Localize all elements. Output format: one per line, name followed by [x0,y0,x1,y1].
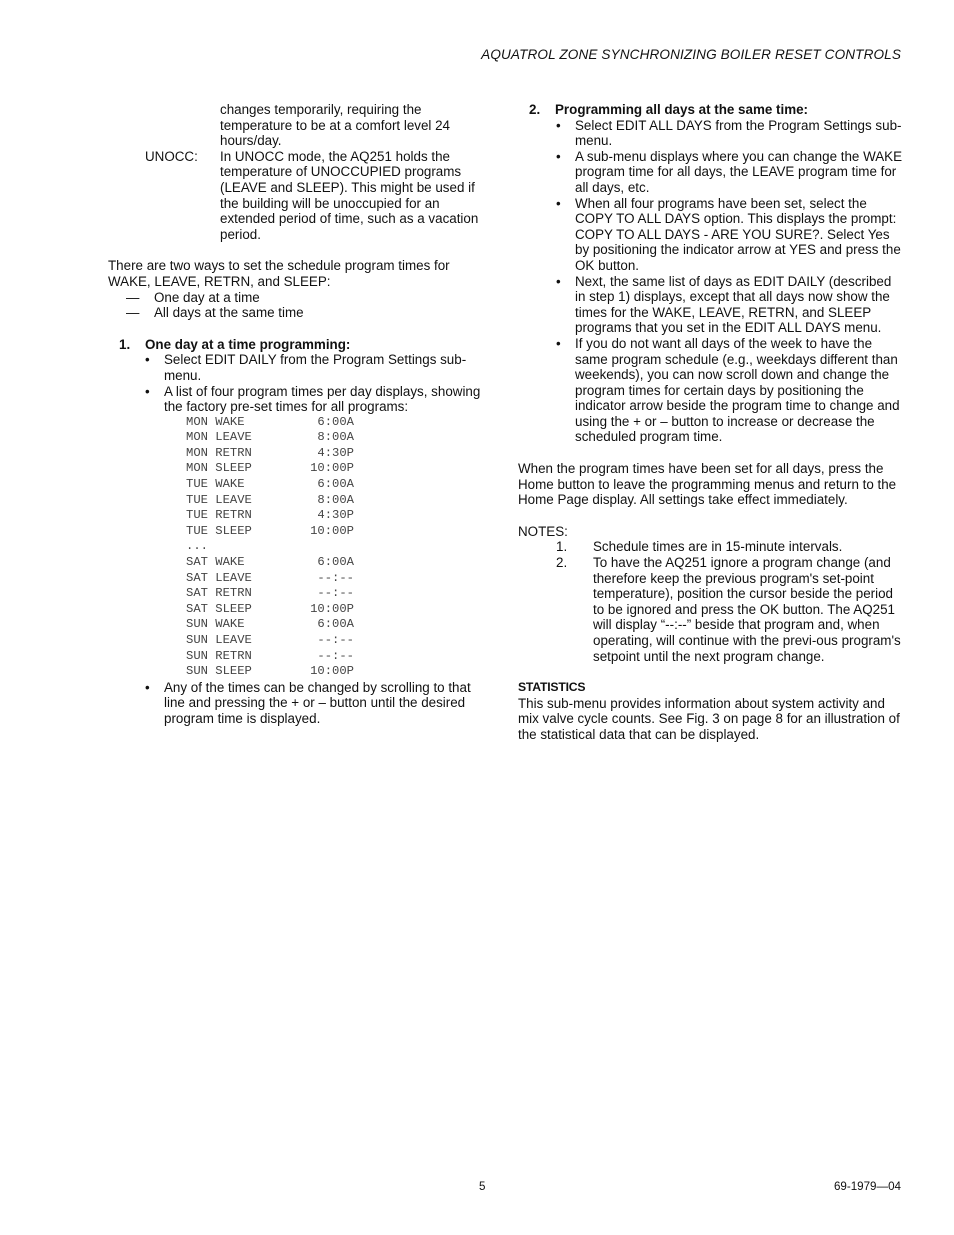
schedule-row [186,477,488,493]
page-number: 5 [479,1180,486,1193]
schedule-time: 8:00A [317,430,354,445]
schedule-program: SAT WAKE [186,555,245,570]
statistics-heading: STATISTICS [518,680,586,695]
step-2-list [518,118,902,445]
schedule-time: 4:30P [317,445,354,460]
schedule-time: --:-- [317,648,354,663]
schedule-time: 8:00A [317,492,354,507]
schedule-row [186,415,488,431]
step-2-bullet: • If you do not want all days of the week to have the same program schedule (e.g., weekdays different than weekends), you can now scroll down and change the program times for certain days by positioning the indicator arrow beside the program time to change and using the + or – button to increase or decrease the scheduled program time. [556,335,900,445]
continued-definition [108,102,488,149]
schedule-row [186,446,488,462]
step-2-bullet: • A sub-menu displays where you can change the WAKE program time for all days, the LEAVE program time for all days, etc. [556,148,903,195]
note-item: 1. Schedule times are in 15-minute intervals. [556,539,843,555]
schedule-program: SAT LEAVE [186,570,252,585]
schedule-row [186,430,488,446]
schedule-program: SUN WAKE [186,617,245,632]
continued-text: changes temporarily, requiring the temperature to be at a comfort level 24 hours/day. [220,102,450,149]
home-paragraph: When the program times have been set for all days, press the Home button to leave the programming menus and return to the Home Page display. All settings take effect immediately. [518,461,897,508]
schedule-program: MON WAKE [186,414,245,429]
running-header: AQUATROL ZONE SYNCHRONIZING BOILER RESET CONTROLS [481,47,901,62]
schedule-program: TUE RETRN [186,508,252,523]
unocc-definition [108,149,488,243]
schedule-row [186,649,488,665]
intro-paragraph: There are two ways to set the schedule program times for WAKE, LEAVE, RETRN, and SLEEP: [108,258,450,289]
schedule-row [186,617,488,633]
step-2-bullet: • Next, the same list of days as EDIT DAILY (described in step 1) displays, except that all days now show the times for the WAKE, LEAVE, RETRN, and SLEEP programs that you set in the EDIT ALL DAYS menu. [556,273,892,336]
schedule-row [186,586,488,602]
schedule-program: MON SLEEP [186,461,252,476]
schedule-row [186,524,488,540]
dash-item: — All days at the same time [126,305,304,321]
step-2-bullet: • Select EDIT ALL DAYS from the Program Settings sub-menu. [556,117,902,149]
schedule-program: TUE LEAVE [186,492,252,507]
schedule-time: 10:00P [310,523,354,538]
schedule-time: 4:30P [317,508,354,523]
right-column [518,102,902,743]
schedule-program: SUN RETRN [186,648,252,663]
schedule-program: ... [186,539,208,554]
schedule-time: 10:00P [310,461,354,476]
step-1-bullet: • Select EDIT DAILY from the Program Settings sub-menu. [145,352,467,383]
schedule-time: 10:00P [310,664,354,679]
schedule-row [186,664,488,680]
schedule-time: 6:00A [317,477,354,492]
schedule-program: SAT SLEEP [186,601,252,616]
unocc-text: In UNOCC mode, the AQ251 holds the temperature of UNOCCUPIED programs (LEAVE and SLEEP). This might be used if the building will be unoccupied for an extended period of time, such as a vacation period. [220,148,479,242]
notes-label: NOTES: [518,523,568,539]
schedule-time [280,539,354,555]
document-number: 69-1979—04 [833,1180,901,1193]
schedule-program: SUN SLEEP [186,664,252,679]
schedule-time: --:-- [317,633,354,647]
schedule-program: SUN LEAVE [186,633,252,647]
notes-list [518,539,902,664]
schedule-row [186,571,488,587]
dash-item: — One day at a time [126,289,260,305]
step-1-bullet: • Any of the times can be changed by scrolling to that line and pressing the + or – button until the desired program time is displayed. [145,679,471,726]
left-column [108,102,488,727]
schedule-row [186,508,488,524]
schedule-row [186,539,488,555]
schedule-row [186,461,488,477]
step-1-bullet: • A list of four program times per day displays, showing the factory pre-set times for all programs: [145,383,481,415]
step-2-bullet: • When all four programs have been set, select the COPY TO ALL DAYS option. This displays the prompt: COPY TO ALL DAYS - ARE YOU SURE?. Select Yes by positioning the indicator arrow at YES and press the OK button. [556,195,901,273]
schedule-time: --:-- [317,570,354,585]
step-2-heading: 2. Programming all days at the same time: [529,102,809,117]
schedule-row [186,555,488,571]
note-item: 2. To have the AQ251 ignore a program change (and therefore keep the previous program's set-point temperature), position the cursor beside the period to be ignored and press the OK button. The AQ251 will display “--:--” beside that program and, when operating, will continue with the previ-ous program's setpoint until the next program change. [556,555,901,664]
schedule-time: 10:00P [310,601,354,616]
unocc-term: UNOCC: [145,148,198,164]
schedule-time: 6:00A [317,555,354,570]
schedule-listing [108,415,488,680]
schedule-program: TUE WAKE [186,477,245,492]
schedule-time: 6:00A [317,414,354,429]
schedule-program: SAT RETRN [186,586,252,601]
statistics-paragraph: This sub-menu provides information about system activity and mix valve cycle counts. See Fig. 3 on page 8 for an illustration of the statistical data that can be displayed. [518,695,900,742]
schedule-time: 6:00A [317,617,354,632]
schedule-program: TUE SLEEP [186,523,252,538]
schedule-program: MON LEAVE [186,430,252,445]
schedule-program: MON RETRN [186,445,252,460]
schedule-row [186,602,488,618]
schedule-row [186,493,488,509]
schedule-time: --:-- [317,586,354,601]
schedule-row [186,633,488,649]
step-1-heading: 1. One day at a time programming: [119,336,351,352]
